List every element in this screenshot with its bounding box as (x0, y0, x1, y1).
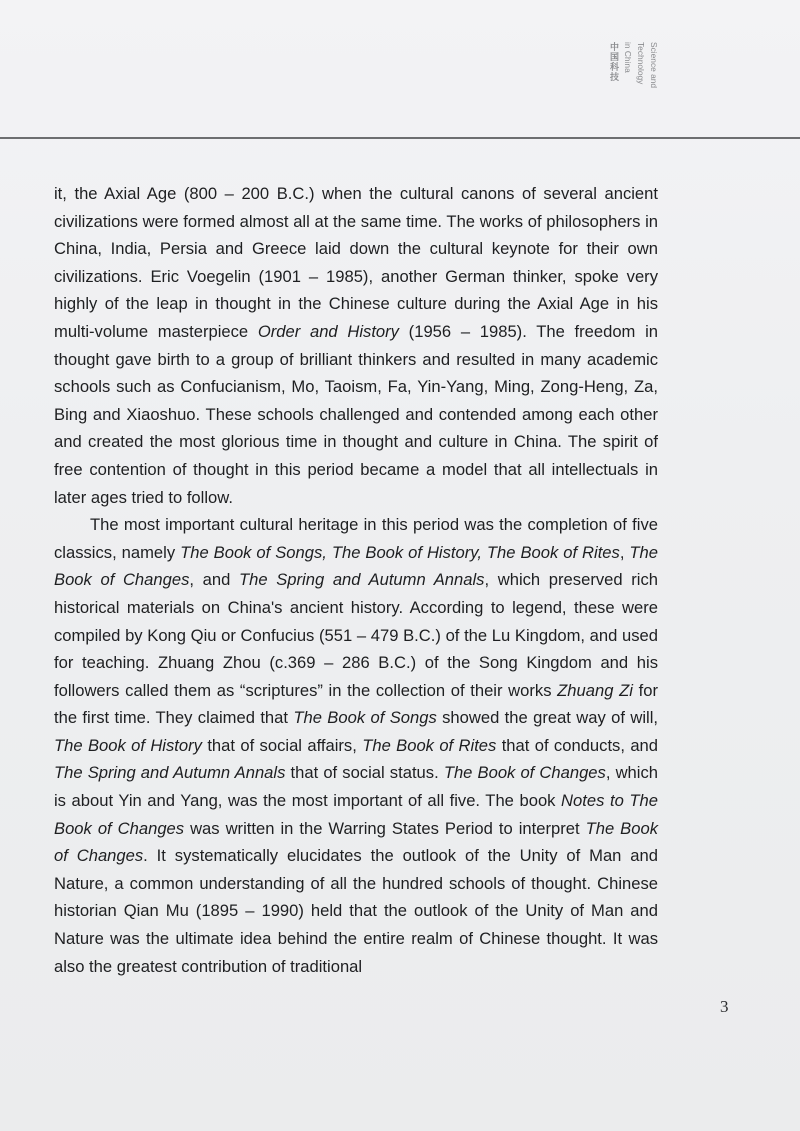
page-number: 3 (720, 997, 729, 1016)
italic-title: The Book of History (54, 735, 202, 755)
text-run: , (619, 542, 630, 562)
text-run: that of social status. (285, 763, 444, 783)
text-run: The most important cultural heritage in this period was the completion of five classics, namely (54, 515, 658, 562)
italic-title: The Book of Changes (54, 542, 659, 590)
paragraph-2 (54, 511, 658, 980)
italic-title: The Spring and Autumn Annals (238, 570, 485, 590)
italic-title: The Book of Changes (443, 763, 606, 783)
italic-title: Notes to The Book of Changes (54, 791, 658, 838)
text-run: that of social affairs, (201, 735, 363, 755)
running-head-chinese: 中国科技 (608, 42, 618, 82)
text-run: , and (189, 570, 239, 590)
running-head-english-line-1: Science and (649, 42, 659, 89)
running-head-english-line-3: in China (623, 42, 633, 73)
text-run: it, the Axial Age (800 – 200 B.C.) when the cultural canons of several ancient civilizations were formed almost all at the same time. The works of philosophers in China, India, Persia and Greece laid down the cultural keynote for their own civilizations. Eric Voegelin (1901 – 1985), another German thinker, spoke very highly of the leap in thought in the Chinese culture during the Axial Age in his multi-volume masterpiece (54, 184, 658, 341)
text-run: was written in the Warring States Period to interpret (184, 818, 586, 838)
italic-title: Zhuang Zi (557, 680, 633, 700)
italic-title: The Book of Rites (362, 735, 497, 755)
running-head (607, 42, 659, 88)
text-run: showed the great way of will, (436, 708, 658, 728)
header-rule (0, 137, 800, 139)
italic-title: Order and History (257, 321, 399, 341)
body-text (54, 180, 658, 980)
italic-title: The Book of Songs (293, 708, 437, 728)
text-run: . It systematically elucidates the outlook of the Unity of Man and Nature, a common understanding of all the hundred schools of thought. Chinese historian Qian Mu (1895 – 1990) held that the outlook of the Unity of Man and Nature was the ultimate idea behind the entire realm of Chinese thought. It was also the greatest contribution of traditional (54, 846, 658, 976)
text-run: that of conducts, and (496, 735, 659, 755)
running-head-english-line-2: Technology (636, 42, 646, 85)
italic-title: The Spring and Autumn Annals (54, 763, 286, 783)
text-run: for the first time. They claimed that (54, 680, 658, 728)
text-run: (1956 – 1985). The freedom in thought gave birth to a group of brilliant thinkers and resulted in many academic schools such as Confucianism, Mo, Taoism, Fa, Yin-Yang, Ming, Zong-Heng, Za, Bing and Xiaoshuo. These schools challenged and contended among each other and created the most glorious time in thought and culture in China. The spirit of free contention of thought in this period became a model that all intellectuals in later ages tried to follow. (54, 321, 659, 507)
text-run: , which is about Yin and Yang, was the most important of all five. The book (54, 763, 658, 811)
paragraph-1 (54, 180, 658, 511)
text-run: , which preserved rich historical materials on China's ancient history. According to legend, these were compiled by Kong Qiu or Confucius (551 – 479 B.C.) of the Lu Kingdom, and used for teaching. Zhuang Zhou (c.369 – 286 B.C.) of the Song Kingdom and his followers called them as “scriptures” in the collection of their works (54, 570, 658, 700)
italic-title: The Book of Songs, The Book of History, The Book of Rites (180, 542, 620, 562)
italic-title: The Book of Changes (54, 818, 658, 866)
